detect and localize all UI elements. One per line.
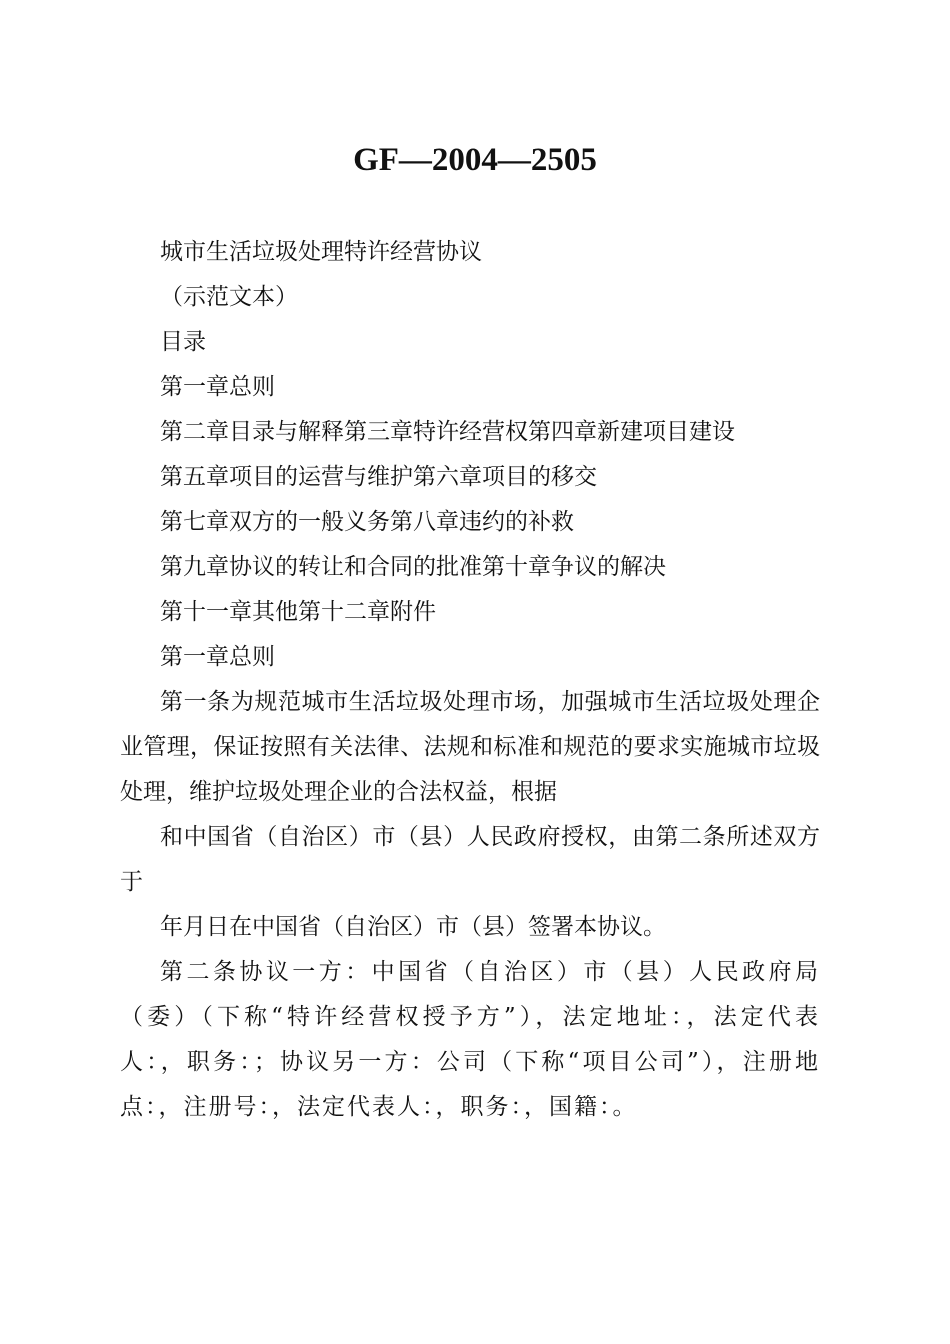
- toc-line: 第七章双方的一般义务第八章违约的补救: [160, 509, 574, 535]
- toc-line: 第九章协议的转让和合同的批准第十章争议的解决: [160, 554, 666, 580]
- toc-heading: 目录: [160, 329, 206, 355]
- toc-line: 第二章目录与解释第三章特许经营权第四章新建项目建设: [160, 419, 735, 445]
- chapter-heading: 第一章总则: [160, 644, 275, 670]
- document-code: GF—2004—2505: [353, 142, 597, 178]
- document-body: [120, 230, 820, 1130]
- article-1-date-line: 年月日在中国省（自治区）市（县）签署本协议。: [160, 914, 666, 940]
- article-1-paragraph: 第一条为规范城市生活垃圾处理市场，加强城市生活垃圾处理企业管理，保证按照有关法律、法规和标准和规范的要求实施城市垃圾处理，维护垃圾处理企业的合法权益，根据: [120, 689, 820, 805]
- article-2-paragraph: 第二条协议一方：中国省（自治区）市（县）人民政府局（委）（下称“特许经营权授予方”），法定地址：，法定代表人：，职务：；协议另一方：公司（下称“项目公司”），注册地点：，注册号：，法定代表人：，职务：，国籍：。: [120, 959, 820, 1120]
- agreement-subtitle: （示范文本）: [160, 284, 298, 310]
- article-1-continuation: 和中国省（自治区）市（县）人民政府授权，由第二条所述双方于: [120, 824, 820, 895]
- agreement-title: 城市生活垃圾处理特许经营协议: [160, 239, 482, 265]
- toc-line: 第五章项目的运营与维护第六章项目的移交: [160, 464, 597, 490]
- toc-line: 第一章总则: [160, 374, 275, 400]
- toc-line: 第十一章其他第十二章附件: [160, 599, 436, 625]
